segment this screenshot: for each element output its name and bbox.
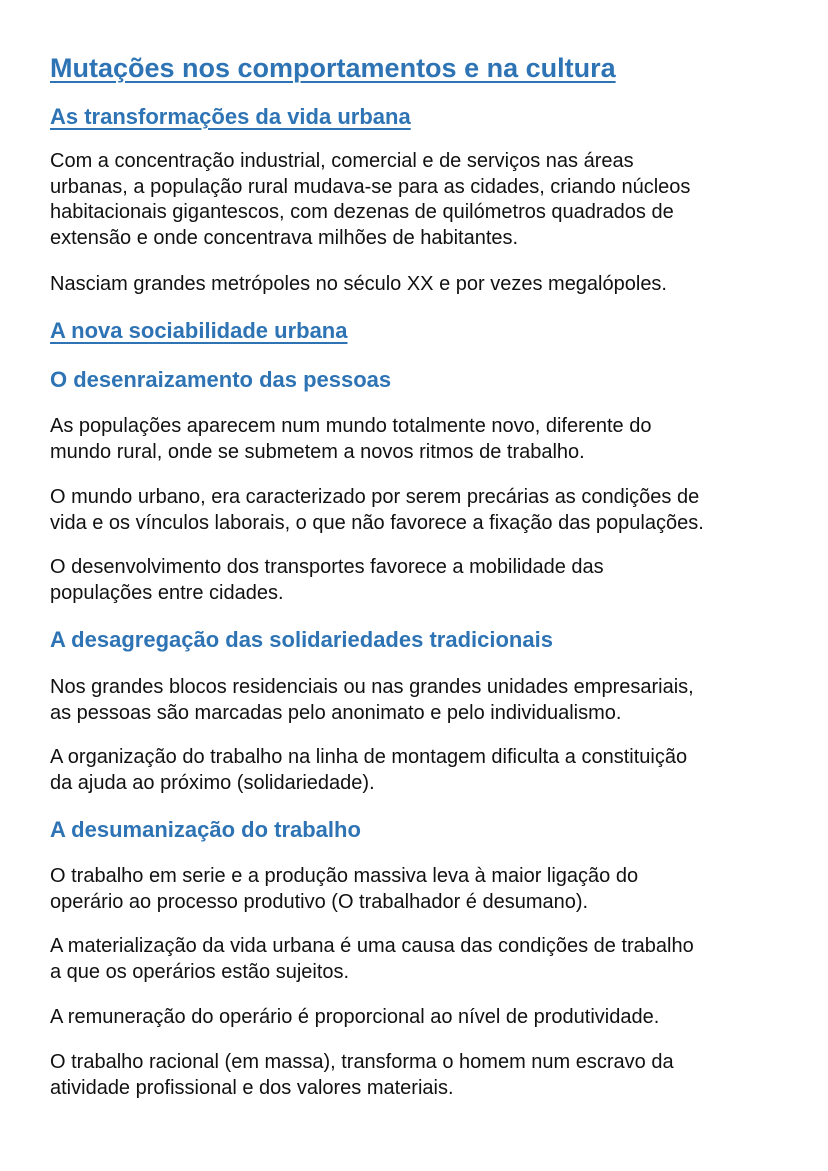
- text-line: as pessoas são marcadas pelo anonimato e pelo individualismo.: [50, 701, 622, 724]
- text-line: Com a concentração industrial, comercial e de serviços nas áreas: [50, 150, 634, 172]
- paragraph: [50, 555, 808, 606]
- text-line: mundo rural, onde se submetem a novos ritmos de trabalho.: [50, 440, 585, 463]
- paragraph: [50, 272, 808, 298]
- subheading-solidarity: A desagregação das solidariedades tradicionais: [50, 627, 553, 652]
- paragraph: [50, 149, 808, 251]
- page-title: Mutações nos comportamentos e na cultura: [50, 53, 616, 83]
- paragraph: [50, 485, 808, 536]
- text-line: As populações aparecem num mundo totalmente novo, diferente do: [50, 415, 652, 437]
- text-line: A organização do trabalho na linha de montagem dificulta a constituição: [50, 746, 688, 768]
- text-line: O trabalho racional (em massa), transforma o homem num escravo da: [50, 1051, 674, 1073]
- text-line: extensão e onde concentrava milhões de habitantes.: [50, 226, 519, 249]
- text-line: O mundo urbano, era caracterizado por serem precárias as condições de: [50, 486, 700, 508]
- text-line: urbanas, a população rural mudava-se para as cidades, criando núcleos: [50, 175, 691, 198]
- subheading-uprooting: O desenraizamento das pessoas: [50, 367, 392, 392]
- paragraph: [50, 675, 808, 726]
- text-line: A materialização da vida urbana é uma causa das condições de trabalho: [50, 935, 694, 957]
- paragraph: [50, 745, 808, 796]
- section-heading-urban-sociability: A nova sociabilidade urbana: [50, 318, 348, 343]
- subheading-dehumanization: A desumanização do trabalho: [50, 817, 361, 842]
- section-heading-urban-transformations: As transformações da vida urbana: [50, 104, 411, 129]
- text-line: A remuneração do operário é proporcional ao nível de produtividade.: [50, 1006, 660, 1028]
- text-line: vida e os vínculos laborais, o que não favorece a fixação das populações.: [50, 511, 704, 534]
- paragraph: [50, 1050, 808, 1101]
- text-line: populações entre cidades.: [50, 581, 284, 604]
- text-line: atividade profissional e dos valores materiais.: [50, 1076, 454, 1099]
- paragraph: [50, 1005, 808, 1031]
- text-line: Nos grandes blocos residenciais ou nas grandes unidades empresariais,: [50, 676, 694, 698]
- paragraph: [50, 864, 808, 915]
- text-line: da ajuda ao próximo (solidariedade).: [50, 771, 375, 794]
- text-line: O trabalho em serie e a produção massiva leva à maior ligação do: [50, 865, 639, 887]
- paragraph: [50, 934, 808, 985]
- paragraph: [50, 414, 808, 465]
- text-line: O desenvolvimento dos transportes favorece a mobilidade das: [50, 556, 604, 578]
- text-line: operário ao processo produtivo (O trabalhador é desumano).: [50, 890, 589, 913]
- text-line: a que os operários estão sujeitos.: [50, 960, 350, 983]
- text-line: habitacionais gigantescos, com dezenas de quilómetros quadrados de: [50, 201, 674, 223]
- text-line: Nasciam grandes metrópoles no século XX e por vezes megalópoles.: [50, 273, 667, 295]
